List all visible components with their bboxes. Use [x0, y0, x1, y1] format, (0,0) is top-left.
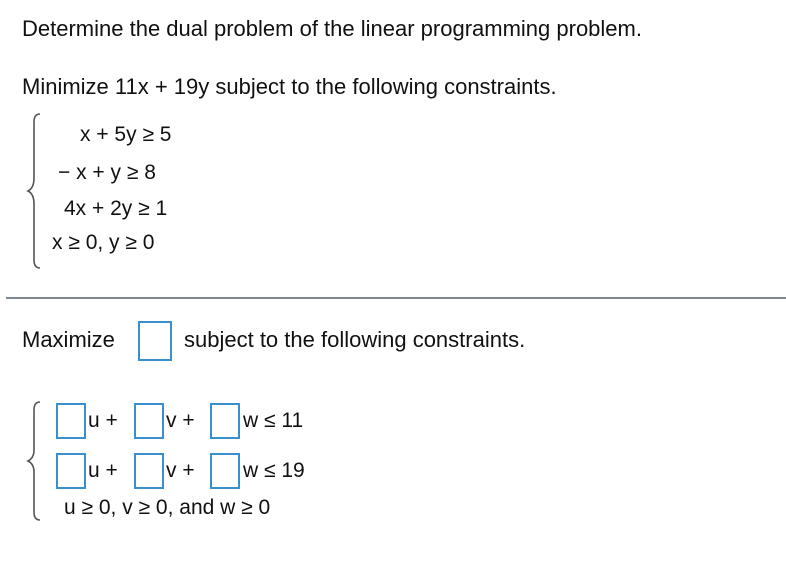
primal-nonnegativity: x ≥ 0, y ≥ 0 [52, 231, 155, 254]
instruction-text: Determine the dual problem of the linear programming problem. [22, 16, 642, 41]
maximize-label: Maximize [22, 327, 115, 352]
dual-constraint-brace [26, 400, 42, 522]
row2-v-term: v + [166, 459, 195, 482]
subject-to-label: subject to the following constraints. [184, 327, 526, 352]
primal-constraint-3: 4x + 2y ≥ 1 [64, 197, 168, 220]
row1-w-term: w ≤ 11 [243, 409, 304, 432]
section-divider [6, 297, 786, 299]
row2-u-coefficient-input[interactable] [56, 453, 86, 489]
primal-statement: Minimize 11x + 19y subject to the following constraints. [22, 74, 557, 99]
row2-v-coefficient-input[interactable] [134, 453, 164, 489]
primal-constraint-1: x + 5y ≥ 5 [80, 123, 172, 146]
row1-u-term: u + [88, 409, 118, 432]
primal-constraint-2: − x + y ≥ 8 [58, 161, 156, 184]
row1-v-term: v + [166, 409, 195, 432]
row1-u-coefficient-input[interactable] [56, 403, 86, 439]
objective-input[interactable] [138, 321, 172, 361]
row2-w-term: w ≤ 19 [243, 459, 305, 482]
row2-u-term: u + [88, 459, 118, 482]
dual-nonnegativity: u ≥ 0, v ≥ 0, and w ≥ 0 [64, 496, 271, 519]
primal-constraint-brace [26, 112, 42, 270]
row2-w-coefficient-input[interactable] [210, 453, 240, 489]
row1-w-coefficient-input[interactable] [210, 403, 240, 439]
row1-v-coefficient-input[interactable] [134, 403, 164, 439]
